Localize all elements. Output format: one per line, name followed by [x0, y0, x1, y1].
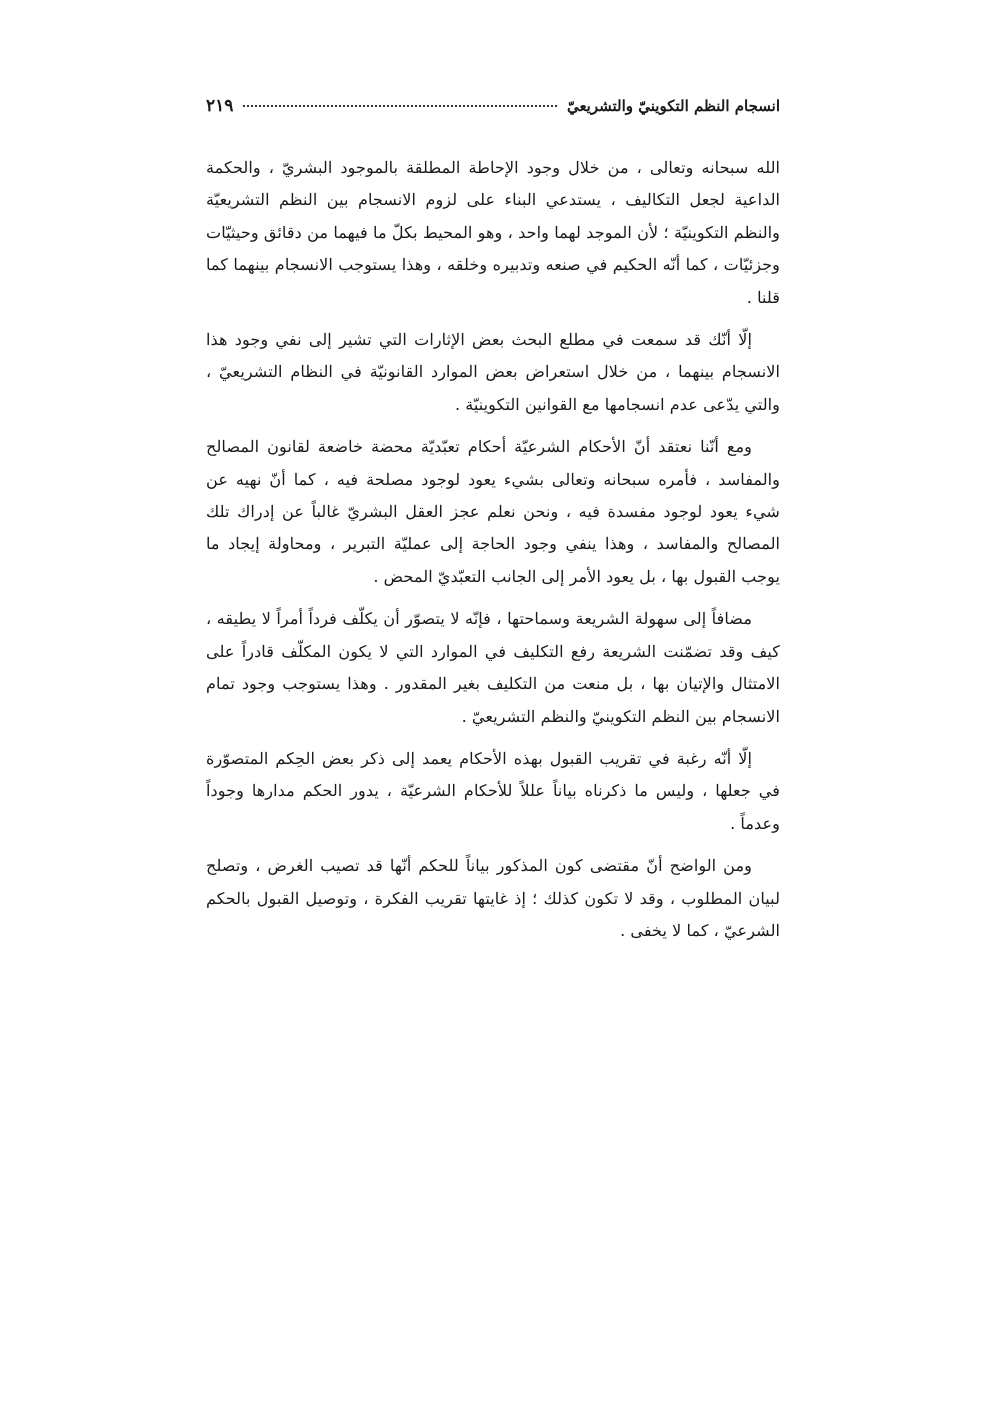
body-text — [206, 152, 780, 947]
running-header — [206, 96, 780, 130]
page-number: ٢١٩ — [206, 96, 234, 116]
book-page — [206, 96, 780, 957]
paragraph: إلّا أنّك قد سمعت في مطلع البحث بعض الإثارات التي تشير إلى نفي وجود هذا الانسجام بينهما ، من خلال استعراض بعض الموارد القانونيّة في النظام التشريعيّ ، والتي يدّعى عدم انسجامها مع القوانين التكوينيّة . — [206, 330, 780, 414]
paragraph: الله سبحانه وتعالى ، من خلال وجود الإحاطة المطلقة بالموجود البشريّ ، والحكمة الداعية لجعل التكاليف ، يستدعي البناء على لزوم الانسجام بين النظم التشريعيّة والنظم التكوينيّة ؛ لأن الموجد لهما واحد ، وهو المحيط بكلّ ما فيهما من دقائق وحيثيّات وجزئيّات ، كما أنّه الحكيم في صنعه وتدبيره وخلقه ، وهذا يستوجب الانسجام بينهما كما قلنا . — [206, 158, 780, 307]
header-dotted-leader — [243, 105, 557, 107]
paragraph: ومن الواضح أنّ مقتضى كون المذكور بياناً للحكم أنّها قد تصيب الغرض ، وتصلح لبيان المطلوب ، وقد لا تكون كذلك ؛ إذ غايتها تقريب الفكرة ، وتوصيل القبول بالحكم الشرعيّ ، كما لا يخفى . — [206, 856, 780, 940]
paragraph: ومع أنّنا نعتقد أنّ الأحكام الشرعيّة أحكام تعبّديّة محضة خاضعة لقانون المصالح والمفاسد ، فأمره سبحانه وتعالى بشيء يعود لوجود مصلحة فيه ، كما أنّ نهيه عن شيء يعود لوجود مفسدة فيه ، ونحن نعلم عجز العقل البشريّ غالباً عن إدراك تلك المصالح والمفاسد ، وهذا ينفي وجود الحاجة إلى عمليّة التبرير ، ومحاولة إيجاد ما يوجب القبول بها ، بل يعود الأمر إلى الجانب التعبّديّ المحض . — [206, 437, 780, 586]
paragraph: إلّا أنّه رغبة في تقريب القبول بهذه الأحكام يعمد إلى ذكر بعض الحِكم المتصوّرة في جعلها ، وليس ما ذكرناه بياناً عللاً للأحكام الشرعيّة ، يدور الحكم مدارها وجوداً وعدماً . — [206, 748, 780, 833]
running-title: انسجام النظم التكوينيّ والتشريعيّ — [566, 97, 780, 115]
paragraph: مضافاً إلى سهولة الشريعة وسماحتها ، فإنّه لا يتصوّر أن يكلّف فرداً أمراً لا يطيقه ، كيف وقد تضمّنت الشريعة رفع التكليف في الموارد التي لا يكون المكلّف قادراً على الامتثال والإتيان بها ، بل منعت من التكليف بغير المقدور . وهذا يستوجب وجود تمام الانسجام بين النظم التكوينيّ والنظم التشريعيّ . — [206, 609, 780, 726]
